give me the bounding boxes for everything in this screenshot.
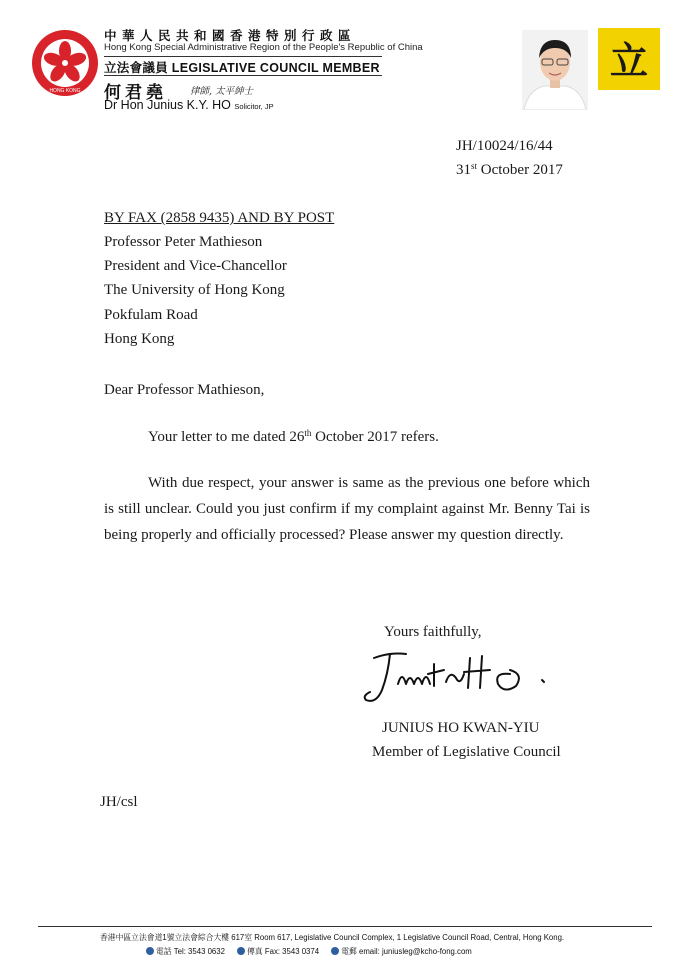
closing: Yours faithfully, [384,624,482,640]
header-divider-2 [104,75,382,76]
member-name-zh: 何君堯 [104,83,167,103]
recipient-address [104,230,287,351]
salutation: Dear Professor Mathieson, [104,382,265,398]
recipient-line: Hong Kong [104,330,175,347]
member-title-zh: 立法會議員 [104,61,169,75]
recipient-line: President and Vice-Chancellor [104,258,287,275]
member-portrait-photo [522,30,588,110]
footer-address: 香港中區立法會道1號立法會綜合大樓 617室 Room 617, Legislative Council Complex, 1 Legislative Council Road, Central, Hong Kong. [100,933,565,942]
handwritten-signature [360,644,560,710]
recipient-line: The University of Hong Kong [104,282,285,299]
phone-icon [146,947,154,955]
hksar-emblem-logo [30,28,100,98]
member-name-en [104,98,274,112]
footer-email: 電郵 email: juniusleg@kcho-fong.com [331,946,472,957]
reference-initials: JH/csl [100,794,138,810]
office-title-zh: 中華人民共和國香港特別行政區 [104,28,357,43]
letter-date: 31st October 2017 [456,161,563,178]
paragraph-1: Your letter to me dated 26th October 2017 refers. [148,428,439,445]
recipient-line: Professor Peter Mathieson [104,234,263,250]
footer-divider [38,926,652,927]
signer-name: JUNIUS HO KWAN-YIU [382,720,540,736]
footer-phone: 電話 Tel: 3543 0632 [146,946,225,957]
delivery-method: BY FAX (2858 9435) AND BY POST [104,210,335,226]
member-name-en-suffix: Solicitor, JP [234,102,274,111]
svg-text:立: 立 [609,38,649,83]
party-logo [598,28,660,90]
member-honorifics-zh: 律師, 太平紳士 [190,86,254,97]
email-icon [331,947,339,955]
paragraph-2: With due respect, your answer is same as the previous one before which is still unclear. Could you just confirm if my complaint against Mr. Benny Tai is being properly and officially processed? Please answer my question directly. [104,475,590,543]
member-name-en-text: Dr Hon Junius K.Y. HO [104,98,231,112]
recipient-line: Pokfulam Road [104,306,198,323]
signer-title: Member of Legislative Council [372,744,561,760]
svg-text:HONG KONG: HONG KONG [49,88,81,94]
office-title-en: Hong Kong Special Administrative Region of the People's Republic of China [104,42,423,53]
footer-contacts [146,946,482,957]
member-title [104,58,380,76]
reference-number: JH/10024/16/44 [456,138,553,154]
footer-fax: 傳真 Fax: 3543 0374 [237,946,319,957]
header-divider-1 [104,56,382,57]
fax-icon [237,947,245,955]
member-title-en: LEGISLATIVE COUNCIL MEMBER [171,61,380,75]
